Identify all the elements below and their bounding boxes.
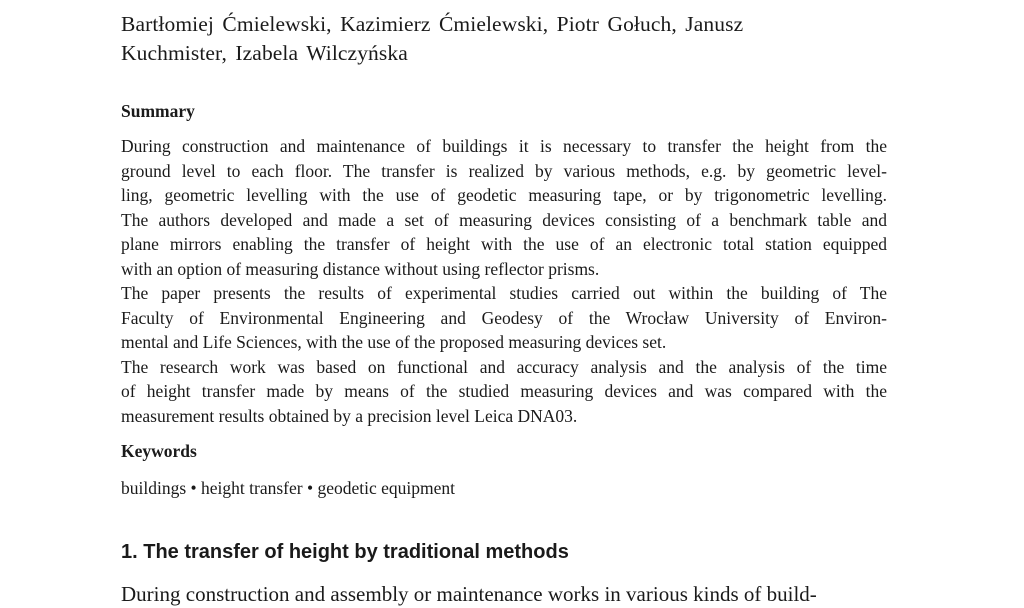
keywords-list: buildings • height transfer • geodetic equipment	[121, 478, 455, 498]
author-line: Kuchmister, Izabela Wilczyńska	[121, 41, 408, 65]
summary-line: of height transfer made by means of the studied measuring devices and was compared with the	[121, 381, 887, 401]
keywords-heading: Keywords	[121, 441, 197, 461]
summary-line: mental and Life Sciences, with the use of the proposed measuring devices set.	[121, 332, 667, 352]
summary-line: ling, geometric levelling with the use of geodetic measuring tape, or by trigonometric levelling.	[121, 185, 887, 205]
summary-line: The authors developed and made a set of measuring devices consisting of a benchmark table and	[121, 209, 887, 230]
summary-line: During construction and maintenance of buildings it is necessary to transfer the height from the	[121, 136, 887, 156]
summary-heading: Summary	[121, 101, 195, 121]
summary-line: The paper presents the results of experimental studies carried out within the building of The	[121, 283, 887, 303]
author-line: Bartłomiej Ćmielewski, Kazimierz Ćmielewski, Piotr Gołuch, Janusz	[121, 12, 744, 36]
summary-line: plane mirrors enabling the transfer of height with the use of an electronic total station equipped	[121, 234, 887, 254]
author-list	[121, 10, 887, 68]
summary-paragraph	[121, 134, 887, 428]
summary-line: ground level to each floor. The transfer is realized by various methods, e.g. by geometric level-	[121, 160, 887, 181]
summary-line: measurement results obtained by a precision level Leica DNA03.	[121, 405, 578, 426]
section-body-first-line: During construction and assembly or maintenance works in various kinds of build-	[121, 582, 817, 606]
section-title: 1. The transfer of height by traditional methods	[121, 541, 569, 563]
summary-line: with an option of measuring distance without using reflector prisms.	[121, 258, 600, 279]
summary-line: The research work was based on functional and accuracy analysis and the analysis of the time	[121, 356, 887, 377]
summary-line: Faculty of Environmental Engineering and Geodesy of the Wrocław University of Environ-	[121, 307, 887, 328]
